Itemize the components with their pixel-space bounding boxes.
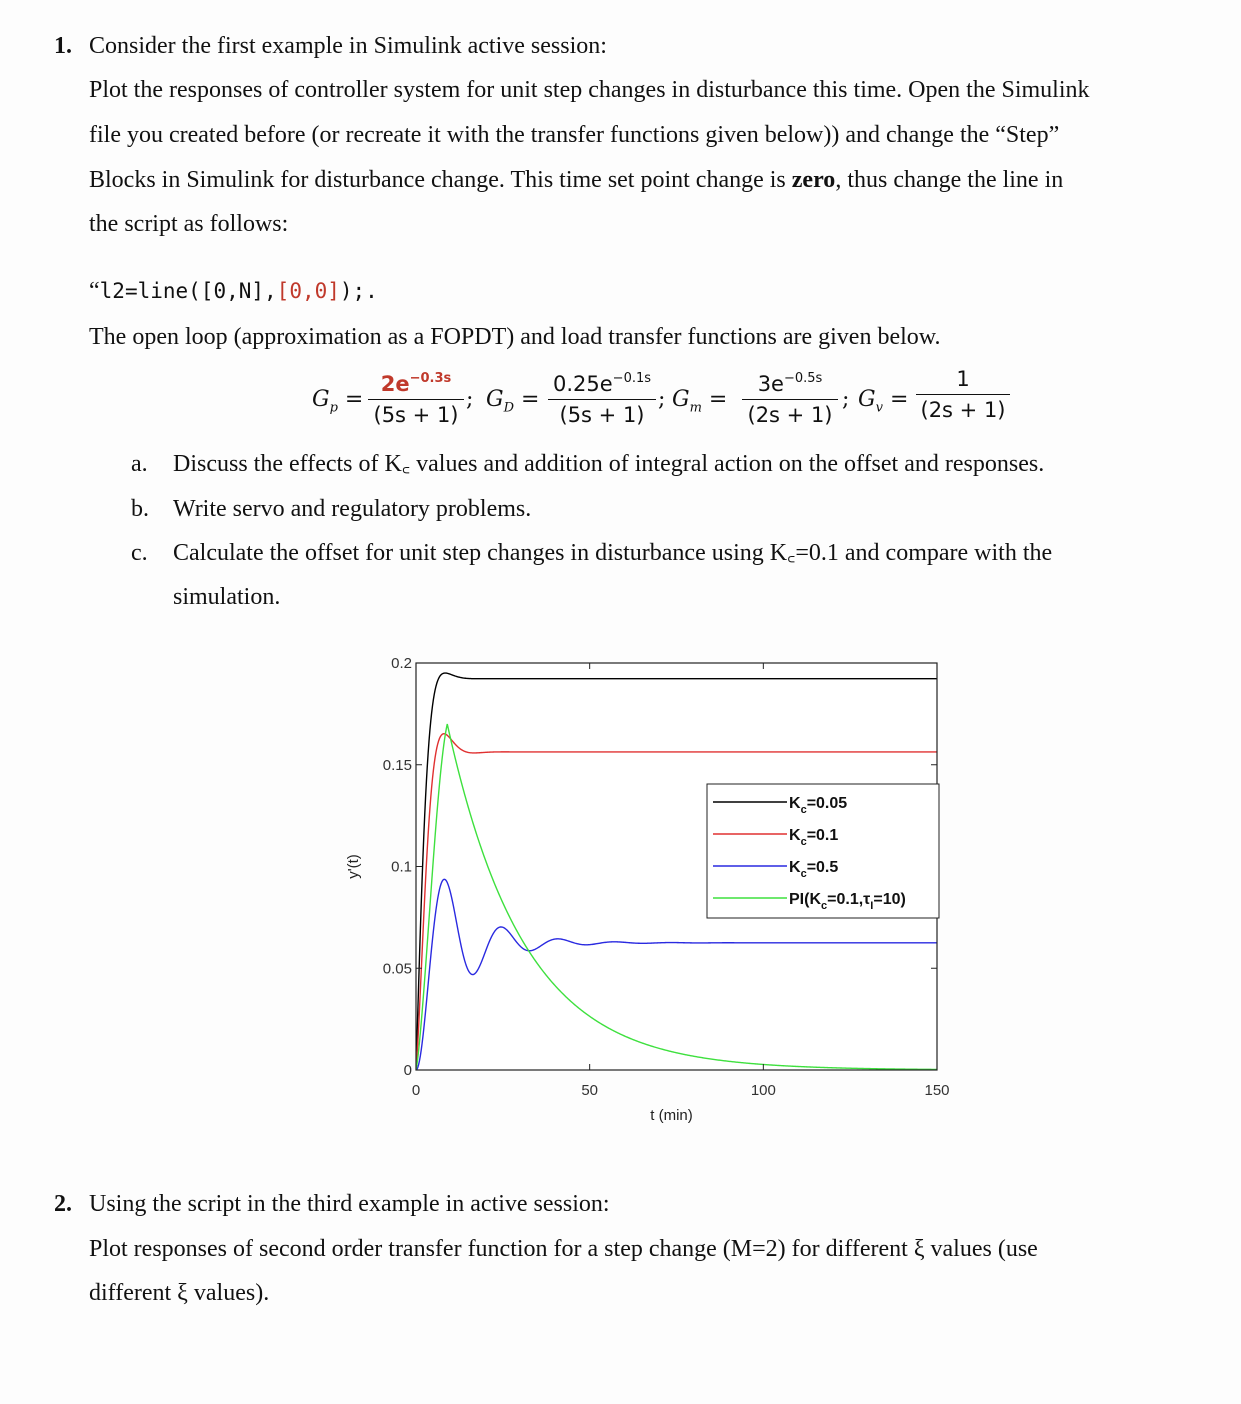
gp-label: $G_p$ =	[312, 387, 364, 416]
item-b-text: Write servo and regulatory problems.	[173, 496, 532, 522]
q1-line-3: file you created before (or recreate it with the transfer functions given below)) and change the “Step”	[89, 122, 1060, 148]
y-tick-label-4: 0.2	[391, 655, 412, 672]
x-tick-label-0: 0	[411, 1082, 421, 1099]
gd-denominator: (5s + 1)	[559, 403, 645, 427]
code-main: l2=line([0,N],	[99, 279, 277, 303]
gp-numerator: $2e^{-0.3s}$	[380, 371, 452, 396]
tf-intro: The open loop (approximation as a FOPDT) and load transfer functions are given below.	[89, 324, 941, 350]
y-tick-label-0: 0	[403, 1062, 412, 1079]
item-a-text: Discuss the effects of K꜀ values and addition of integral action on the offset and responses.	[173, 451, 1045, 477]
item-b-marker: b.	[131, 496, 149, 522]
code-end: );.	[339, 279, 378, 303]
y-tick-label-1: 0.05	[382, 960, 412, 978]
item-c-text: Calculate the offset for unit step changes in disturbance using K꜀=0.1 and compare with the	[173, 540, 1053, 566]
q2-line-3: different ξ values).	[89, 1280, 270, 1306]
legend-label-2: $K_c=0.5$	[789, 859, 839, 880]
x-axis-label: t (min)	[650, 1107, 693, 1124]
code-quote: “	[89, 278, 100, 304]
gm-numerator: $3e^{-0.5s}$	[757, 371, 823, 396]
q1-line-5: the script as follows:	[89, 211, 289, 237]
gm-label: $G_m$ =	[672, 387, 728, 416]
x-tick-label-1: 50	[581, 1082, 599, 1099]
gd-numerator: $0.25e^{-0.1s}$	[552, 371, 652, 396]
legend-label-0: $K_c=0.05$	[789, 795, 848, 816]
gd-label: $G_D$ =	[486, 387, 540, 416]
q2-line-1: Using the script in the third example in active session:	[89, 1191, 610, 1217]
gv-denominator: (2s + 1)	[920, 398, 1006, 422]
legend-label-3: $PI(K_c=0.1,\tau_I=10)$	[789, 891, 906, 912]
y-tick-label-2: 0.1	[391, 858, 412, 876]
x-tick-label-2: 100	[750, 1082, 776, 1099]
q1-line-4-post: , thus change the line in	[835, 167, 1064, 193]
q1-number: 1.	[54, 33, 72, 59]
gm-denominator: (2s + 1)	[747, 403, 833, 427]
x-tick-label-3: 150	[924, 1082, 950, 1099]
y-tick-label-3: 0.15	[382, 756, 412, 774]
code-red: [0,0]	[276, 279, 340, 303]
q1-line-4-bold: zero	[791, 167, 836, 193]
q1-line-4-pre: Blocks in Simulink for disturbance change. This time set point change is	[89, 167, 792, 193]
q2-number: 2.	[54, 1191, 72, 1217]
item-c-text-2: simulation.	[173, 584, 281, 610]
gp-denominator: (5s + 1)	[373, 403, 459, 427]
gp-sep: ;	[466, 387, 474, 412]
legend-label-1: $K_c=0.1$	[789, 827, 839, 848]
item-a-marker: a.	[131, 451, 148, 477]
q2-line-2: Plot responses of second order transfer function for a step change (M=2) for different ξ values (use	[89, 1236, 1038, 1262]
item-c-marker: c.	[131, 540, 148, 566]
gd-sep: ;	[658, 387, 666, 412]
gm-sep: ;	[842, 387, 850, 412]
gv-numerator: 1	[956, 367, 970, 391]
q1-line-1: Consider the first example in Simulink active session:	[89, 33, 607, 59]
gv-label: $G_v$ =	[858, 387, 909, 416]
y-axis-label: y'(t)	[345, 854, 362, 879]
q1-line-2: Plot the responses of controller system for unit step changes in disturbance this time. Open the Simulink	[89, 77, 1090, 103]
